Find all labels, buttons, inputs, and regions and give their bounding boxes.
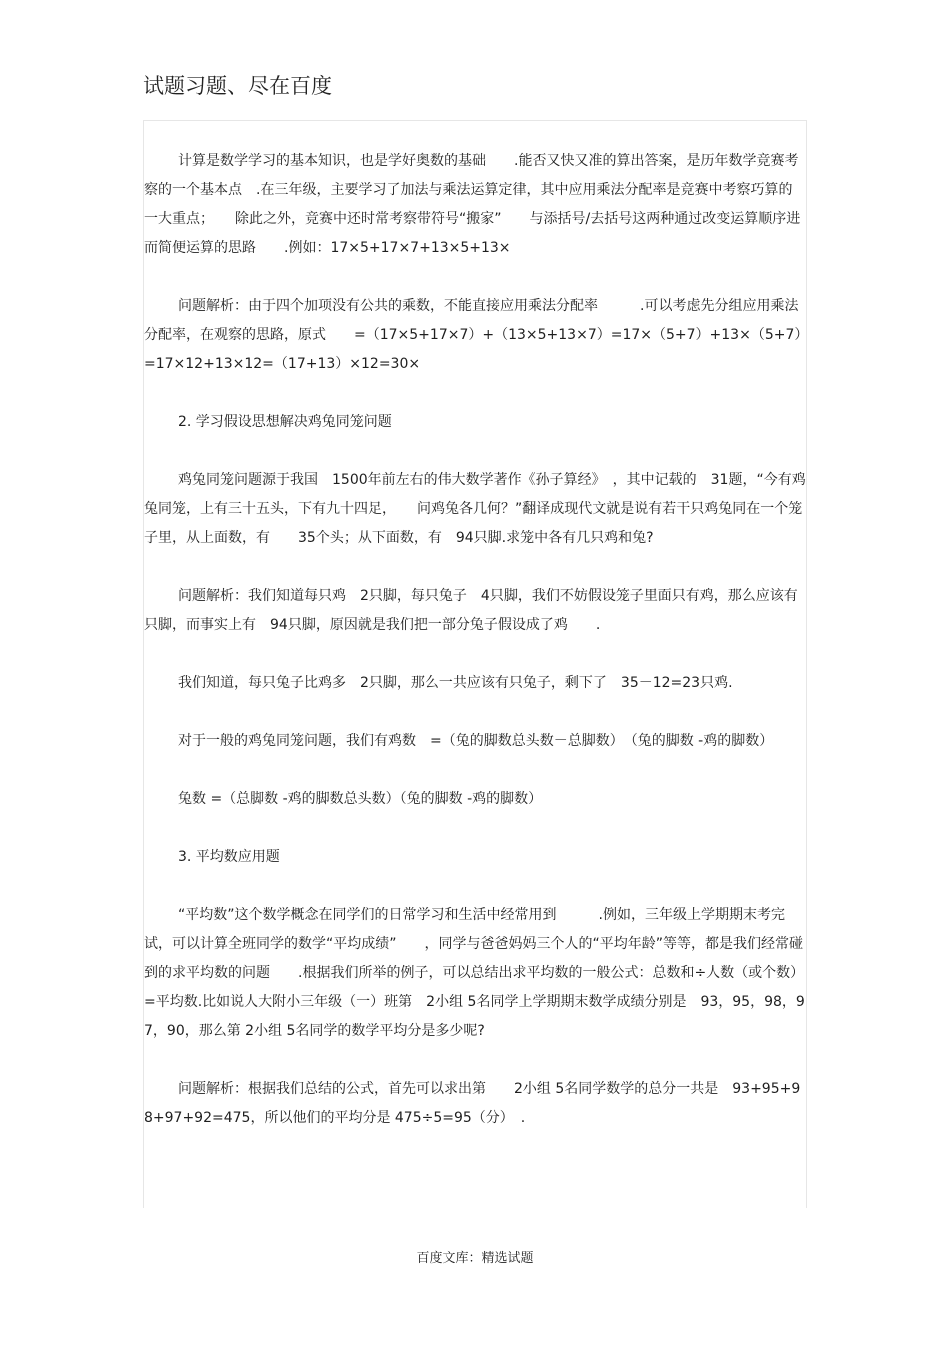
paragraph-average: “平均数”这个数学概念在同学们的日常学习和生活中经常用到 .例如，三年级上学期期末考完试，可以计算全班同学的数学“平均成绩” ，同学与爸爸妈妈三个人的“平均年龄”等等，都是我们经常碰到的求平均数的问题 .根据我们所举的例子，可以总结出求平均数的一般公式：总数和÷人数（或个数） =平均数.比如说人大附小三年级（一）班第 2小组 5名同学上学期期末数学成绩分别是 93，95，98，97，90，那么第 2小组 5名同学的数学平均分是多少呢? bbox=[144, 907, 812, 1039]
page-footer: 百度文库：精选试题 bbox=[416, 1251, 534, 1266]
paragraph-chicken-formula: 对于一般的鸡兔同笼问题，我们有鸡数 =（兔的脚数总头数－总脚数） （兔的脚数 -鸡的脚数） bbox=[178, 733, 774, 749]
paragraph-rabbit-formula: 兔数 =（总脚数 -鸡的脚数总头数）（兔的脚数 -鸡的脚数） bbox=[178, 791, 543, 807]
section-heading-3: 3. 平均数应用题 bbox=[178, 849, 280, 865]
paragraph-chicken-rabbit: 鸡兔同笼问题源于我国 1500年前左右的伟大数学著作《孙子算经》 ，其中记载的 31题，“今有鸡兔同笼，上有三十五头，下有九十四足， 问鸡兔各几何？”翻译成现代文就是说有若干只鸡兔同在一个笼子里，从上面数，有 35个头；从下面数，有 94只脚.求笼中各有几只鸡和兔? bbox=[144, 472, 806, 546]
paragraph-analysis-3: 问题解析：根据我们总结的公式，首先可以求出第 2小组 5名同学数学的总分一共是 93+95+98+97+92=475，所以他们的平均分是 475÷5=95（分） . bbox=[144, 1081, 801, 1126]
paragraph-rabbit-count: 我们知道，每只兔子比鸡多 2只脚，那么一共应该有只兔子，剩下了 35－12=23只鸡. bbox=[178, 675, 733, 691]
paragraph-analysis-1: 问题解析：由于四个加项没有公共的乘数，不能直接应用乘法分配率 .可以考虑先分组应用乘法分配率，在观察的思路，原式 =（17×5+17×7）+（13×5+13×7）=17×（5+7）+13×（5+7）=17×12+13×12=（17+13）×12=30× bbox=[144, 298, 802, 372]
paragraph-analysis-2: 问题解析：我们知道每只鸡 2只脚，每只兔子 4只脚，我们不妨假设笼子里面只有鸡，那么应该有只脚，而事实上有 94只脚，原因就是我们把一部分兔子假设成了鸡 . bbox=[144, 588, 798, 633]
page-title: 试题习题、尽在百度 bbox=[143, 74, 332, 98]
section-heading-2: 2. 学习假设思想解决鸡兔同笼问题 bbox=[178, 414, 392, 430]
content-area bbox=[143, 120, 812, 1208]
paragraph-intro: 计算是数学学习的基本知识，也是学好奥数的基础 .能否又快又准的算出答案，是历年数学竞赛考察的一个基本点 .在三年级，主要学习了加法与乘法运算定律，其中应用乘法分配率是竞赛中考察巧算的一大重点； 除此之外，竞赛中还时常考察带符号“搬家” 与添括号/去括号这两种通过改变运算顺序进而简便运算的思路 .例如：17×5+17×7+13×5+13× bbox=[144, 153, 801, 256]
